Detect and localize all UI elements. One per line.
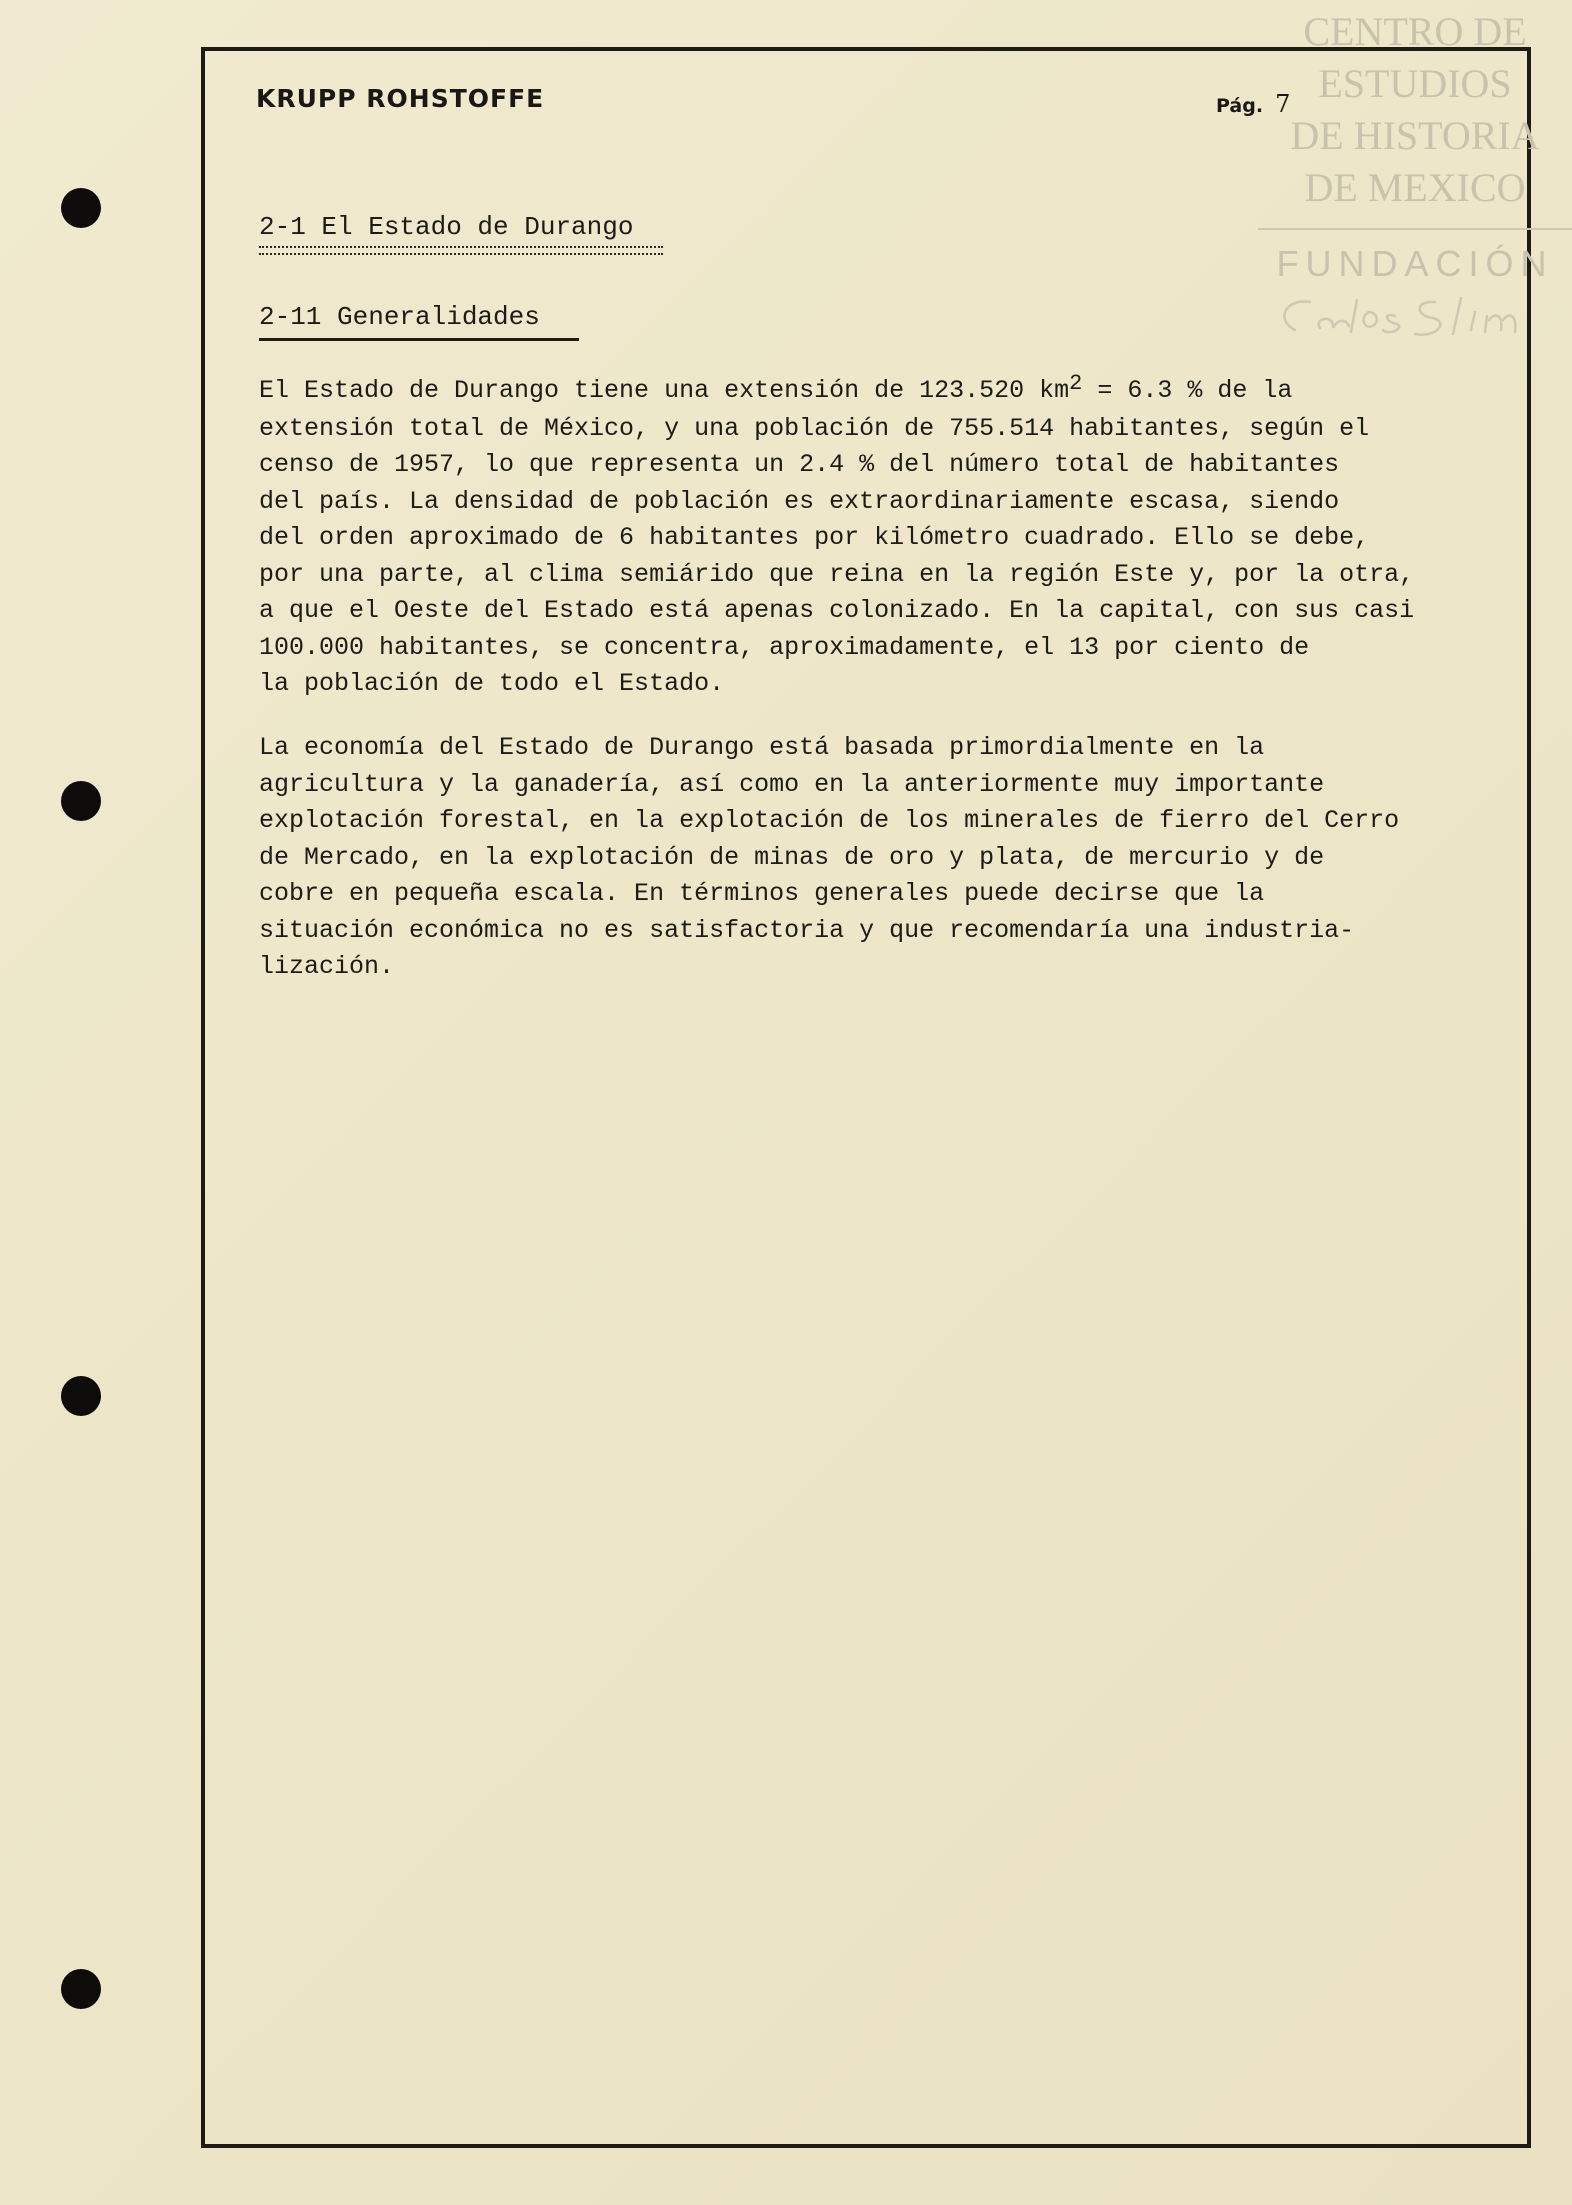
page-label: Pág.: [1216, 95, 1264, 117]
binder-hole: [61, 1969, 101, 2009]
paragraph-line: por una parte, al clima semiárido que reina en la región Este y, por la otra,: [259, 559, 1415, 589]
page-number-value: 7: [1275, 90, 1291, 118]
subsection-heading: [259, 302, 579, 341]
paragraph-line: de Mercado, en la explotación de minas de oro y plata, de mercurio y de: [259, 842, 1325, 872]
binder-hole: [61, 188, 101, 228]
page-number: [1216, 90, 1290, 118]
stamp-line: CENTRO DE: [1303, 9, 1527, 54]
paragraph-line: La economía del Estado de Durango está basada primordialmente en la: [259, 733, 1265, 762]
subsection-title: 2-11 Generalidades: [259, 302, 540, 332]
paragraph-line: agricultura y la ganadería, así como en la anteriormente muy importante: [259, 769, 1325, 799]
paragraph-line: censo de 1957, lo que representa un 2.4 % del número total de habitantes: [259, 450, 1340, 479]
paragraph-line: situación económica no es satisfactoria y que recomendaría una industria-: [259, 915, 1355, 945]
text-segment: = 6.3 % de la: [1082, 376, 1293, 405]
signature-icon: [1265, 290, 1565, 350]
text-segment: El Estado de Durango tiene una extensión de 123.520 km: [259, 376, 1070, 405]
paragraph-generalidades: [259, 373, 1414, 703]
paragraph-line: [259, 373, 1414, 411]
stamp-line: DE HISTORIA: [1290, 113, 1540, 158]
paragraph-line: a que el Oeste del Estado está apenas colonizado. En la capital, con sus casi: [259, 596, 1415, 625]
stamp-foundation: FUNDACIÓN: [1276, 243, 1554, 284]
section-heading: [259, 212, 663, 255]
paragraph-line: del orden aproximado de 6 habitantes por kilómetro cuadrado. Ello se debe,: [259, 523, 1370, 552]
paragraph-line: 100.000 habitantes, se concentra, aproximadamente, el 13 por ciento de: [259, 632, 1310, 662]
paragraph-line: lización.: [259, 952, 395, 981]
superscript: 2: [1069, 371, 1083, 396]
stamp-line: ESTUDIOS: [1318, 61, 1512, 106]
section-title: 2-1 El Estado de Durango: [259, 212, 634, 242]
stamp-divider: [1258, 228, 1572, 230]
paragraph-economia: [259, 730, 1399, 986]
archive-stamp: [1258, 6, 1572, 350]
binder-hole: [61, 1376, 101, 1416]
paragraph-line: del país. La densidad de población es extraordinariamente escasa, siendo: [259, 486, 1340, 516]
underline: [259, 338, 579, 341]
company-name: KRUPP ROHSTOFFE: [256, 84, 545, 113]
stamp-line: DE MEXICO: [1304, 165, 1526, 210]
paragraph-line: cobre en pequeña escala. En términos generales puede decirse que la: [259, 879, 1265, 908]
paragraph-line: la población de todo el Estado.: [259, 669, 725, 698]
binder-hole: [61, 781, 101, 821]
double-underline: [259, 246, 663, 255]
page-border: [201, 47, 1531, 2148]
paragraph-line: explotación forestal, en la explotación de los minerales de fierro del Cerro: [259, 806, 1400, 835]
paragraph-line: extensión total de México, y una población de 755.514 habitantes, según el: [259, 413, 1370, 443]
